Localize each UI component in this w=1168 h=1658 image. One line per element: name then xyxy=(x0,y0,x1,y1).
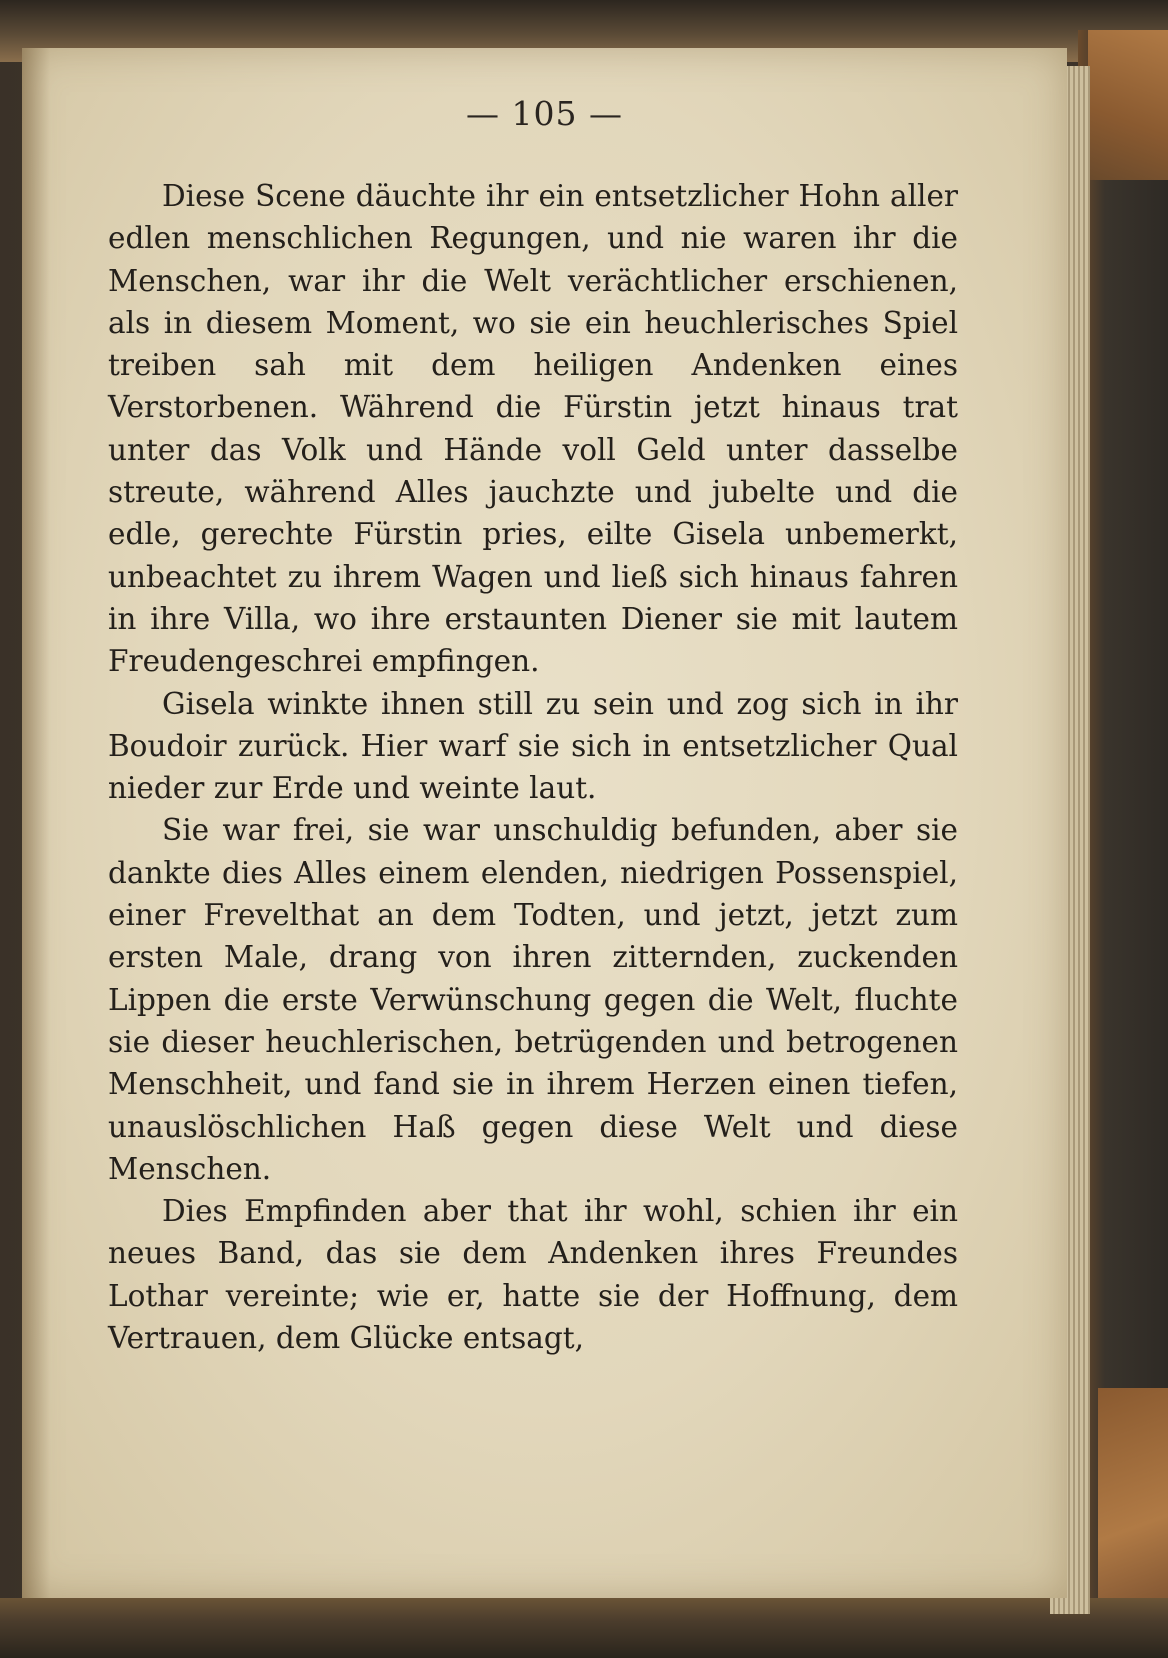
leather-corner-bottom xyxy=(1098,1388,1168,1618)
paragraph-1: Diese Scene däuchte ihr ein entsetzlicher Hohn aller edlen menschlichen Regungen, und nie waren ihr die Menschen, war ihr die Welt verächtlicher erschienen, als in diesem Moment, wo sie ein heuchlerisches Spiel treiben sah mit dem heiligen Andenken eines Verstorbenen. Während die Fürstin jetzt hinaus trat unter das Volk und Hände voll Geld unter dasselbe streute, während Alles jauchzte und jubelte und die edle, gerechte Fürstin pries, eilte Gisela unbemerkt, unbeachtet zu ihrem Wagen und ließ sich hinaus fahren in ihre Villa, wo ihre erstaunten Diener sie mit lautem Freudengeschrei empfingen. xyxy=(108,179,958,679)
spine-shadow xyxy=(22,48,50,1598)
book-page xyxy=(22,48,1067,1598)
paragraph-4: Dies Empfinden aber that ihr wohl, schien ihr ein neues Band, das sie dem Andenken ihres Freundes Lothar vereinte; wie er, hatte sie der Hoffnung, dem Vertrauen, dem Glücke entsagt, xyxy=(108,1194,958,1356)
page-number: — 105 — xyxy=(466,94,623,133)
book-cover-bottom xyxy=(0,1598,1168,1658)
paragraph-3: Sie war frei, sie war unschuldig befunden, aber sie dankte dies Alles einem elenden, niedrigen Possenspiel, einer Frevelthat an dem Todten, und jetzt, jetzt zum ersten Male, drang von ihren zitternden, zuckenden Lippen die erste Verwünschung gegen die Welt, fluchte sie dieser heuchlerischen, betrügenden und betrogenen Menschheit, und fand sie in ihrem Herzen einen tiefen, unauslöschlichen Haß gegen diese Welt und diese Menschen. xyxy=(108,813,958,1186)
leather-corner-top xyxy=(1088,30,1168,180)
paragraph-2: Gisela winkte ihnen still zu sein und zog sich in ihr Boudoir zurück. Hier warf sie sich in entsetzlicher Qual nieder zur Erde und weinte laut. xyxy=(108,686,958,806)
page-body-text xyxy=(108,175,958,1359)
